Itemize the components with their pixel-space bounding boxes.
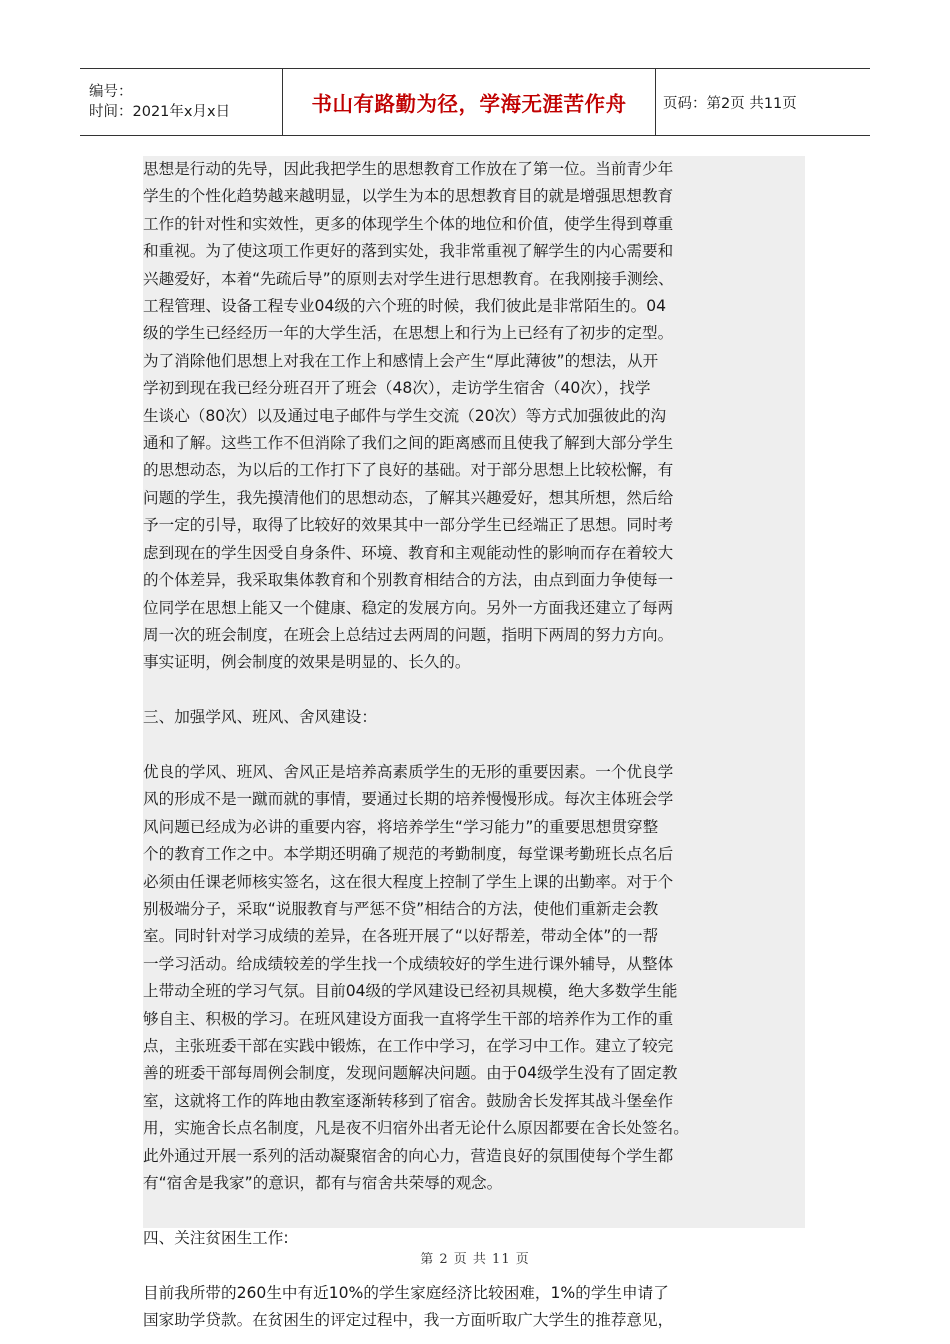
body-text-line: 和重视。为了使这项工作更好的落到实处，我非常重视了解学生的内心需要和 (143, 242, 674, 261)
body-text-line: 上带动全班的学习气氛。目前04级的学风建设已经初具规模，绝大多数学生能 (143, 982, 678, 1001)
body-text-line: 虑到现在的学生因受自身条件、环境、教育和主观能动性的影响而存在着较大 (143, 543, 674, 562)
page-header (80, 68, 870, 136)
body-text-line: 风的形成不是一蹴而就的事情，要通过长期的培养慢慢形成。每次主体班会学 (143, 790, 674, 809)
body-text-line: 此外通过开展一系列的活动凝聚宿舍的向心力，营造良好的氛围使每个学生都 (143, 1146, 674, 1165)
body-text-line: 级的学生已经经历一年的大学生活，在思想上和行为上已经有了初步的定型。 (143, 324, 674, 343)
paragraph-gap (143, 677, 805, 704)
body-text-line: 优良的学风、班风、舍风正是培养高素质学生的无形的重要因素。一个优良学 (143, 762, 674, 781)
body-text-line: 兴趣爱好，本着“先疏后导”的原则去对学生进行思想教育。在我刚接手测绘、 (143, 269, 674, 288)
document-number-label: 编号： (89, 84, 133, 100)
body-text-line: 周一次的班会制度，在班会上总结过去两周的问题，指明下两周的努力方向。 (143, 625, 674, 644)
paragraph-gap (143, 1197, 805, 1224)
body-text-line: 为了消除他们思想上对我在工作上和感情上会产生“厚此薄彼”的想法，从开 (143, 351, 659, 370)
paragraph-gap (143, 732, 805, 759)
document-time-label: 时间：2021年x月x日 (89, 104, 231, 120)
body-text-line: 的个体差异，我采取集体教育和个别教育相结合的方法，由点到面力争使每一 (143, 571, 674, 590)
body-text-line: 的思想动态，为以后的工作打下了良好的基础。对于部分思想上比较松懈，有 (143, 461, 674, 480)
body-text-line: 必须由任课老师核实签名，这在很大程度上控制了学生上课的出勤率。对于个 (143, 872, 674, 891)
body-text-line: 一学习活动。给成绩较差的学生找一个成绩较好的学生进行课外辅导，从整体 (143, 954, 674, 973)
body-text-line: 予一定的引导，取得了比较好的效果其中一部分学生已经端正了思想。同时考 (143, 516, 674, 535)
body-text-line: 室，这就将工作的阵地由教室逐渐转移到了宿舍。鼓励舍长发挥其战斗堡垒作 (143, 1091, 674, 1110)
body-text-line: 善的班委干部每周例会制度，发现问题解决问题。由于04级学生没有了固定教 (143, 1064, 678, 1083)
body-text-line: 够自主、积极的学习。在班风建设方面我一直将学生干部的培养作为工作的重 (143, 1009, 674, 1028)
body-text-line: 位同学在思想上能又一个健康、稳定的发展方向。另外一方面我还建立了每两 (143, 598, 674, 617)
body-text-line: 用，实施舍长点名制度，凡是夜不归宿外出者无论什么原因都要在舍长处签名。 (143, 1119, 689, 1138)
body-text-line: 学生的个性化趋势越来越明显，以学生为本的思想教育目的就是增强思想教育 (143, 187, 674, 206)
body-text-line: 四、关注贫困生工作: (143, 1228, 289, 1247)
body-text-line: 目前我所带的260生中有近10%的学生家庭经济比较困难，1%的学生申请了 (143, 1283, 669, 1302)
body-text-line: 三、加强学风、班风、舍风建设： (143, 708, 377, 727)
body-text-line: 工程管理、设备工程专业04级的六个班的时候，我们彼此是非常陌生的。04 (143, 297, 667, 316)
body-text-line: 个的教育工作之中。本学期还明确了规范的考勤制度，每堂课考勤班长点名后 (143, 845, 674, 864)
body-text-line: 室。同时针对学习成绩的差异，在各班开展了“以好帮差，带动全体”的一帮 (143, 927, 659, 946)
body-text-line: 事实证明，例会制度的效果是明显的、长久的。 (143, 653, 471, 672)
body-text-line: 问题的学生，我先摸清他们的思想动态，了解其兴趣爱好，想其所想，然后给 (143, 488, 674, 507)
body-text-line: 通和了解。这些工作不但消除了我们之间的距离感而且使我了解到大部分学生 (143, 434, 674, 453)
body-text-line: 学初到现在我已经分班召开了班会（48次），走访学生宿舍（40次），找学 (143, 379, 651, 398)
header-meta (80, 69, 282, 135)
body-text-line: 思想是行动的先导，因此我把学生的思想教育工作放在了第一位。当前青少年 (143, 160, 674, 178)
body-text-line: 生谈心（80次）以及通过电子邮件与学生交流（20次）等方式加强彼此的沟 (143, 406, 667, 425)
body-text-line: 工作的针对性和实效性，更多的体现学生个体的地位和价值，使学生得到尊重 (143, 214, 674, 233)
header-motto: 书山有路勤为径，学海无涯苦作舟 (282, 69, 656, 135)
body-text-line: 有“宿舍是我家”的意识，都有与宿舍共荣辱的观念。 (143, 1174, 503, 1192)
body-text-line: 别极端分子，采取“说服教育与严惩不贷”相结合的方法，使他们重新走会教 (143, 899, 659, 918)
header-page-info: 页码：第2页 共11页 (663, 95, 797, 112)
body-text-line: 点，主张班委干部在实践中锻炼，在工作中学习，在学习中工作。建立了较完 (143, 1036, 674, 1055)
body-text-line: 风问题已经成为必讲的重要内容，将培养学生“学习能力”的重要思想贯穿整 (143, 817, 659, 836)
body-text-line: 国家助学贷款。在贫困生的评定过程中，我一方面听取广大学生的推荐意见， (143, 1311, 674, 1329)
page-footer: 第 2 页 共 11 页 (420, 1252, 530, 1267)
